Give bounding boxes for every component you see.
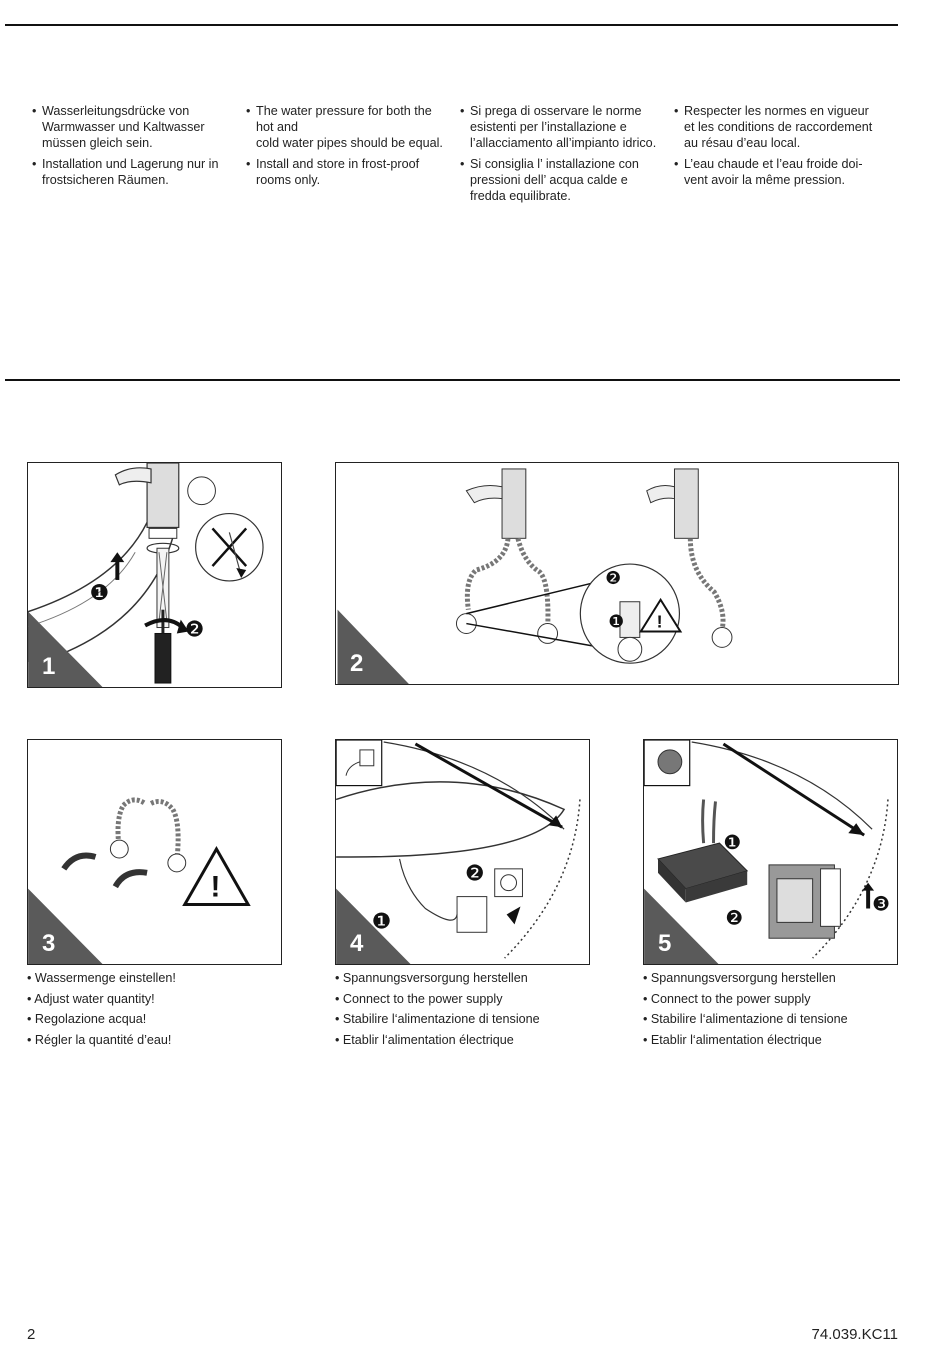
step-triangle <box>644 889 718 964</box>
callout-two-icon: ❷ <box>725 906 744 930</box>
step-number: 1 <box>42 653 56 680</box>
callout-one-icon: ❶ <box>723 831 742 855</box>
section-rule <box>5 379 900 381</box>
caption-line: • Adjust water quantity! <box>27 991 155 1006</box>
caption-step-3 <box>27 968 176 1051</box>
callout-one-icon: ❶ <box>608 611 625 633</box>
step-1-illustration <box>27 462 282 688</box>
step-number: 4 <box>350 930 364 957</box>
column-de <box>27 103 235 193</box>
svg-text:!: ! <box>656 611 663 632</box>
top-rule <box>5 24 898 26</box>
valve-adjust-drawing <box>28 740 281 964</box>
power-adapter-icon <box>457 897 487 933</box>
callout-one-icon: ❶ <box>371 909 392 935</box>
step-number: 3 <box>42 930 56 957</box>
step-number: 5 <box>658 930 672 957</box>
column-it <box>455 103 663 209</box>
list-item: • Respecter les normes en vigueur et les conditions de raccordement au résau d’eau local. <box>669 103 879 151</box>
step-4-illustration <box>335 739 590 965</box>
power-connection-drawing <box>336 740 589 964</box>
hose-connection-drawing <box>336 463 898 684</box>
svg-text:!: ! <box>210 870 221 904</box>
caption-step-5 <box>643 968 848 1051</box>
list-item: • Wasserleitungsdrücke von Warmwasser und Kaltwasser müssen gleich sein. <box>27 103 235 151</box>
list-item: • The water pressure for both the hot and cold water pipes should be equal. <box>241 103 449 151</box>
callout-three-icon: ❸ <box>872 892 890 916</box>
caption-line: • Régler la quantité d’eau! <box>27 1033 172 1048</box>
caption-line: • Wassermenge einstellen! <box>27 971 176 985</box>
faucet-mounting-drawing <box>28 463 281 687</box>
page-number: 2 <box>27 1326 36 1343</box>
callout-two-icon: ❷ <box>184 617 205 643</box>
caption-line: • Spannungsversorgung herstellen <box>335 971 528 985</box>
step-triangle <box>338 610 409 684</box>
column-fr <box>669 103 879 193</box>
caption-line: • Spannungsversorgung herstellen <box>643 971 836 985</box>
power-adapter-icon <box>360 750 374 766</box>
step-triangle <box>336 889 410 964</box>
list-item: • Installation und Lagerung nur in frostsicheren Räumen. <box>27 156 235 188</box>
callout-two-icon: ❷ <box>464 861 485 887</box>
callout-two-icon: ❷ <box>605 567 622 589</box>
step-number: 2 <box>350 650 364 677</box>
caption-step-4 <box>335 968 540 1051</box>
list-item: • L’eau chaude et l’eau froide doi-vent avoir la même pression. <box>669 156 879 188</box>
caption-line: • Regolazione acqua! <box>27 1012 147 1027</box>
caption-line: • Etablir l‘alimentation électrique <box>335 1033 514 1048</box>
control-unit-drawing <box>644 740 897 964</box>
caption-line: • Etablir l‘alimentation électrique <box>643 1033 822 1048</box>
list-item: • Si consiglia l’ installazione con pressioni dell’ acqua calde e fredda equilibrate. <box>455 156 663 204</box>
step-2-illustration <box>335 462 899 685</box>
caption-line: • Stabilire l‘alimentazione di tensione <box>643 1012 848 1027</box>
document-code: 74.039.KC11 <box>811 1326 898 1343</box>
caption-line: • Stabilire l‘alimentazione di tensione <box>335 1012 540 1027</box>
column-en <box>241 103 449 193</box>
step-3-illustration <box>27 739 282 965</box>
step-triangle <box>28 889 102 964</box>
list-item: • Si prega di osservare le norme esistenti per l’installazione e l’allacciamento all’impianto idrico. <box>455 103 663 151</box>
wall-socket-icon <box>495 869 523 897</box>
caption-line: • Connect to the power supply <box>643 991 811 1006</box>
step-5-illustration <box>643 739 898 965</box>
callout-one-icon: ❶ <box>89 580 110 606</box>
list-item: • Install and store in frost-proof rooms only. <box>241 156 449 188</box>
caption-line: • Connect to the power supply <box>335 991 503 1006</box>
